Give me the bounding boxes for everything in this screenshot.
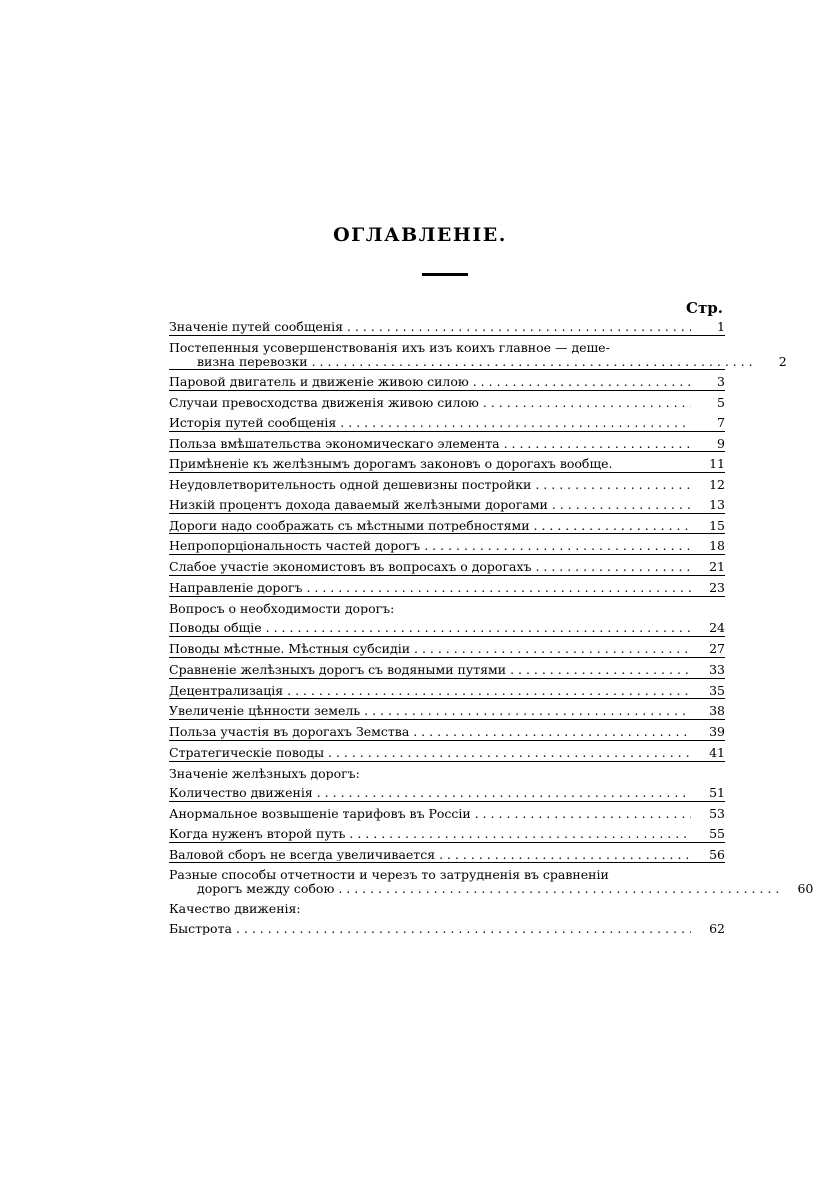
toc-entry <box>169 663 725 679</box>
toc-entry-title: Разные способы отчетности и черезъ то затрудненія въ сравненіи <box>169 867 609 883</box>
toc-entry-page: 41 <box>709 744 725 760</box>
toc-entry-title: Валовой сборъ не всегда увеличивается . . . <box>169 848 691 862</box>
toc-entry <box>169 375 725 391</box>
toc-section-heading <box>169 602 725 617</box>
toc-entry <box>169 416 725 432</box>
toc-entry-page: 7 <box>717 414 725 430</box>
toc-entry <box>169 848 725 864</box>
page-title: ОГЛАВЛЕНІЕ. <box>333 224 507 246</box>
toc-entry-page: 24 <box>709 620 725 636</box>
toc-entry-title: Исторія путей сообщенія . . . <box>169 416 691 430</box>
toc-entry-page: 2 <box>778 353 787 369</box>
toc-entry-page: 33 <box>709 661 725 677</box>
toc-section-title: Вопросъ о необходимости дорогъ: <box>169 601 395 616</box>
toc-entry <box>169 786 725 802</box>
toc-entry-title: Стратегическіе поводы . . . <box>169 746 691 760</box>
toc-entry-page: 53 <box>709 806 725 821</box>
toc-entry <box>169 704 725 720</box>
toc-section-title: Качество движенія: <box>169 901 301 916</box>
toc-entry-page: 27 <box>709 641 725 656</box>
toc-entry-title: Польза участія въ дорогахъ Земства . . . <box>169 725 691 739</box>
toc-entry-page: 11 <box>709 456 725 472</box>
toc-entry <box>169 498 725 514</box>
toc-entry-title: Значеніе путей сообщенія . . . <box>169 320 691 334</box>
toc-entry-page: 60 <box>797 881 814 896</box>
toc-entry-title: Увеличеніе цѣнности земель . . . <box>169 704 691 718</box>
table-of-contents <box>169 319 814 936</box>
toc-entry-title: Направленіе дорогъ . . . <box>169 581 691 595</box>
toc-entry-title: Анормальное возвышеніе тарифовъ въ Россіи . . . <box>169 807 691 821</box>
toc-entry-title: Низкій процентъ дохода даваемый желѣзными дорогами . . . <box>169 498 691 512</box>
title-rule <box>422 273 468 276</box>
toc-entry <box>169 827 725 843</box>
toc-entry-page: 12 <box>709 477 725 492</box>
toc-entry-title: Поводы мѣстные. Мѣстныя субсидіи . . . <box>169 642 691 656</box>
toc-entry <box>169 519 725 535</box>
toc-section-heading <box>169 767 725 782</box>
toc-entry-page: 18 <box>709 538 725 554</box>
toc-entry-title: Слабое участіе экономистовъ въ вопросахъ о дорогахъ . . . <box>169 560 691 574</box>
toc-entry-title: Когда нуженъ второй путь . . . <box>169 827 691 841</box>
toc-entry-page: 51 <box>709 785 725 801</box>
toc-entry-title: Случаи превосходства движенія живою силою . . . <box>169 396 691 410</box>
toc-entry-title: Польза вмѣшательства экономическаго элемента . . . <box>169 437 691 451</box>
toc-entry-page: 1 <box>717 319 725 334</box>
toc-entry-page: 21 <box>709 559 725 574</box>
toc-entry-title-continued: дорогъ между собою . . . <box>197 882 779 896</box>
toc-entry <box>169 396 725 411</box>
toc-entry <box>169 922 725 937</box>
toc-entry <box>169 320 725 336</box>
toc-entry-title: Децентрализація . . . <box>169 684 691 698</box>
toc-entry <box>169 725 725 741</box>
toc-entry <box>169 437 725 453</box>
toc-entry-title: Паровой двигатель и движеніе живою силою . . . <box>169 375 691 389</box>
toc-entry <box>169 539 725 555</box>
toc-entry-page: 15 <box>709 517 725 533</box>
toc-entry-page: 23 <box>709 579 725 595</box>
toc-entry <box>169 621 725 637</box>
toc-section-heading <box>169 902 725 917</box>
toc-entry-page: 62 <box>709 920 725 936</box>
toc-entry-page: 55 <box>709 825 725 841</box>
toc-entry-page: 56 <box>709 846 725 862</box>
toc-entry-title-continued: визна перевозки . . . <box>197 355 753 369</box>
toc-entry <box>169 684 725 700</box>
toc-entry <box>169 867 814 897</box>
toc-entry <box>169 581 725 597</box>
toc-entry-title: Количество движенія . . . <box>169 786 691 800</box>
toc-entry-title: Быстрота . . . <box>169 922 691 936</box>
toc-entry-page: 9 <box>717 435 725 451</box>
toc-entry-page: 39 <box>709 724 725 739</box>
toc-entry <box>169 478 725 493</box>
toc-entry <box>169 339 787 371</box>
toc-entry-page: 3 <box>717 374 725 390</box>
toc-entry <box>169 807 725 822</box>
toc-entry-page: 5 <box>717 395 725 410</box>
toc-entry-page: 13 <box>709 496 725 512</box>
toc-entry-title: Поводы общіе . . . <box>169 621 691 635</box>
toc-entry-title: Неудовлетворительность одной дешевизны постройки . . . <box>169 478 691 492</box>
toc-entry-page: 38 <box>709 703 725 719</box>
toc-entry-title: Дороги надо соображать съ мѣстными потребностями . . . <box>169 519 691 533</box>
page-column-header: Стр. <box>686 299 723 317</box>
toc-entry <box>169 642 725 658</box>
toc-entry <box>169 746 725 762</box>
toc-entry <box>169 457 725 473</box>
toc-entry-title: Сравненіе желѣзныхъ дорогъ съ водяными путями . . . <box>169 663 691 677</box>
toc-entry-title: Постепенныя усовершенствованія ихъ изъ коихъ главное — деше- <box>169 339 610 355</box>
toc-entry-title: Примѣненіе къ желѣзнымъ дорогамъ законовъ о дорогахъ вообще. <box>169 457 613 471</box>
toc-entry <box>169 560 725 576</box>
toc-entry-title: Непропорціональность частей дорогъ . . . <box>169 539 691 553</box>
toc-section-title: Значеніе желѣзныхъ дорогъ: <box>169 766 360 781</box>
toc-entry-page: 35 <box>709 682 725 698</box>
